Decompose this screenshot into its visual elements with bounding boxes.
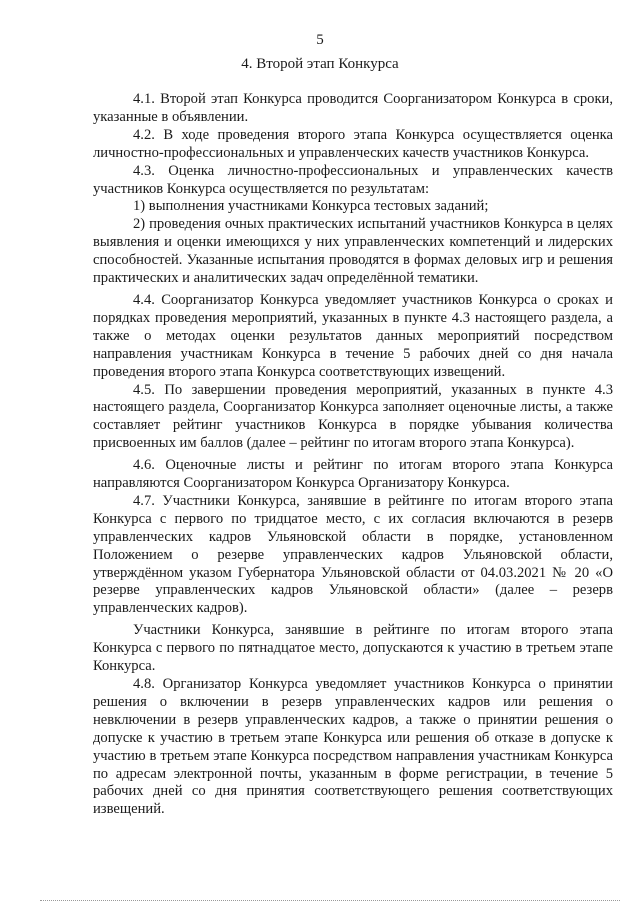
section-body — [93, 91, 613, 819]
section-title: 4. Второй этап Конкурса — [241, 56, 399, 72]
paragraph-4-3: 4.3. Оценка личностно-профессиональных и управленческих качеств участников Конкурса осуществляется по результатам: — [93, 162, 613, 197]
paragraph-4-5: 4.5. По завершении проведения мероприятий, указанных в пункте 4.3 настоящего раздела, Соорганизатор Конкурса заполняет оценочные листы, а также составляет рейтинг участников Конкурса в порядке убывания количества присвоенных им баллов (далее – рейтинг по итогам второго этапа Конкурса). — [93, 381, 613, 452]
list-item-2: 2) проведения очных практических испытаний участников Конкурса в целях выявления и оценки имеющихся у них управленческих компетенций и лидерских способностей. Указанные испытания проводятся в формах деловых игр и решения практических и аналитических задач определённой тематики. — [93, 216, 613, 287]
paragraph-4-7: 4.7. Участники Конкурса, занявшие в рейтинге по итогам второго этапа Конкурса с первого по тридцатое место, с их согласия включаются в резерв управленческих кадров Ульяновской области в порядке, установленном Положением о резерве управленческих кадров Ульяновской области, утверждённом указом Губернатора Ульяновской области от 04.03.2021 № 20 «О резерве управленческих кадров Ульяновской области» (далее – резерв управленческих кадров). — [93, 492, 613, 617]
paragraph-4-8: 4.8. Организатор Конкурса уведомляет участников Конкурса о принятии решения о включении в резерв управленческих кадров или решения о невключении в резерв управленческих кадров, а также о принятии решения о допуске к участию в третьем этапе Конкурса или решения об отказе в допуске к участию в третьем этапе Конкурса посредством направления участникам Конкурса по адресам электронной почты, указанным в форме регистрации, в течение 5 рабочих дней со дня принятия соответствующего решения соответствующих извещений. — [93, 676, 613, 818]
paragraph-4-2: 4.2. В ходе проведения второго этапа Конкурса осуществляется оценка личностно-профессиональных и управленческих качеств участников Конкурса. — [93, 126, 613, 161]
paragraph-4-6: 4.6. Оценочные листы и рейтинг по итогам второго этапа Конкурса направляются Соорганизатором Конкурса Организатору Конкурса. — [93, 457, 613, 492]
list-item-1: 1) выполнения участниками Конкурса тестовых заданий; — [133, 198, 489, 215]
paragraph-4-4: 4.4. Соорганизатор Конкурса уведомляет участников Конкурса о сроках и порядках проведения мероприятий, указанных в пункте 4.3 настоящего раздела, а также о методах оценки результатов данных мероприятий посредством направления участникам Конкурса в течение 5 рабочих дней со дня начала проведения второго этапа Конкурса соответствующих извещений. — [93, 291, 613, 380]
scan-edge-line — [40, 899, 620, 901]
page-number: 5 — [316, 32, 324, 48]
paragraph-4-7-continuation: Участники Конкурса, занявшие в рейтинге по итогам второго этапа Конкурса с первого по пятнадцатое место, допускаются к участию в третьем этапе Конкурса. — [93, 622, 613, 675]
paragraph-4-1: 4.1. Второй этап Конкурса проводится Соорганизатором Конкурса в сроки, указанные в объявлении. — [93, 91, 613, 125]
